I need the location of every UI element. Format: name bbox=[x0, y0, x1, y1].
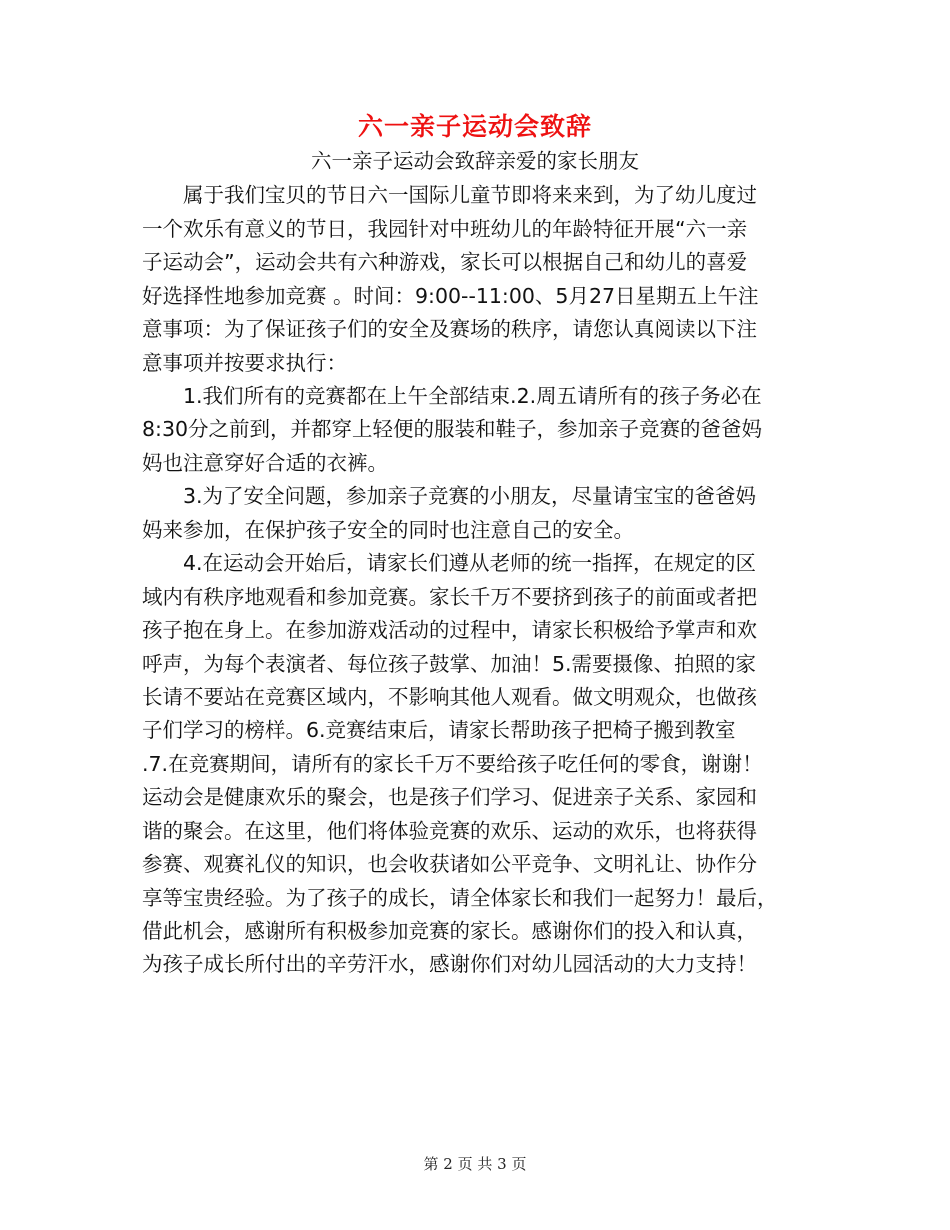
document-subtitle: 六一亲子运动会致辞亲爱的家长朋友 bbox=[311, 149, 639, 173]
body-line: 孩子抱在身上。在参加游戏活动的过程中，请家长积极给予掌声和欢 bbox=[142, 618, 757, 642]
body-line: 运动会是健康欢乐的聚会，也是孩子们学习、促进亲子关系、家园和 bbox=[142, 785, 757, 809]
body-line: 享等宝贵经验。为了孩子的成长，请全体家长和我们一起努力！最后， bbox=[142, 886, 778, 910]
body-line: 长请不要站在竞赛区域内，不影响其他人观看。做文明观众，也做孩 bbox=[142, 685, 757, 709]
body-line: 好选择性地参加竞赛 。时间：9:00--11:00、5月27日星期五上午注 bbox=[142, 284, 759, 308]
body-line: 意事项：为了保证孩子们的安全及赛场的秩序，请您认真阅读以下注 bbox=[142, 317, 757, 341]
body-line: 子们学习的榜样。6.竞赛结束后，请家长帮助孩子把椅子搬到教室 bbox=[142, 718, 736, 742]
body-line: 属于我们宝贝的节日六一国际儿童节即将来来到，为了幼儿度过 bbox=[142, 183, 757, 207]
document-title: 六一亲子运动会致辞 bbox=[357, 112, 592, 141]
body-line: 呼声，为每个表演者、每位孩子鼓掌、加油！5.需要摄像、拍照的家 bbox=[142, 652, 757, 676]
body-line: 3.为了安全问题，参加亲子竞赛的小朋友，尽量请宝宝的爸爸妈 bbox=[142, 484, 757, 508]
page-number-footer: 第 2 页 共 3 页 bbox=[423, 1155, 527, 1173]
body-line: 参赛、观赛礼仪的知识，也会收获诸如公平竞争、文明礼让、协作分 bbox=[142, 852, 757, 876]
body-line: 子运动会”，运动会共有六种游戏，家长可以根据自己和幼儿的喜爱 bbox=[142, 250, 748, 274]
body-line: 8:30分之前到，并都穿上轻便的服装和鞋子，参加亲子竞赛的爸爸妈 bbox=[142, 417, 763, 441]
body-line: 为孩子成长所付出的辛劳汗水，感谢你们对幼儿园活动的大力支持！ bbox=[142, 952, 757, 976]
body-line: 1.我们所有的竞赛都在上午全部结束.2.周五请所有的孩子务必在 bbox=[142, 384, 762, 408]
body-line: .7.在竞赛期间，请所有的家长千万不要给孩子吃任何的零食，谢谢！ bbox=[142, 752, 763, 776]
body-line: 4.在运动会开始后，请家长们遵从老师的统一指挥，在规定的区 bbox=[142, 551, 757, 575]
body-line: 借此机会，感谢所有积极参加竞赛的家长。感谢你们的投入和认真， bbox=[142, 919, 757, 943]
body-line: 意事项并按要求执行： bbox=[142, 351, 347, 375]
body-line: 一个欢乐有意义的节日，我园针对中班幼儿的年龄特征开展“六一亲 bbox=[142, 217, 748, 241]
body-line: 谐的聚会。在这里，他们将体验竞赛的欢乐、运动的欢乐，也将获得 bbox=[142, 819, 757, 843]
body-line: 域内有秩序地观看和参加竞赛。家长千万不要挤到孩子的前面或者把 bbox=[142, 585, 757, 609]
body-line: 妈也注意穿好合适的衣裤。 bbox=[142, 451, 388, 475]
body-line: 妈来参加，在保护孩子安全的同时也注意自己的安全。 bbox=[142, 518, 634, 542]
